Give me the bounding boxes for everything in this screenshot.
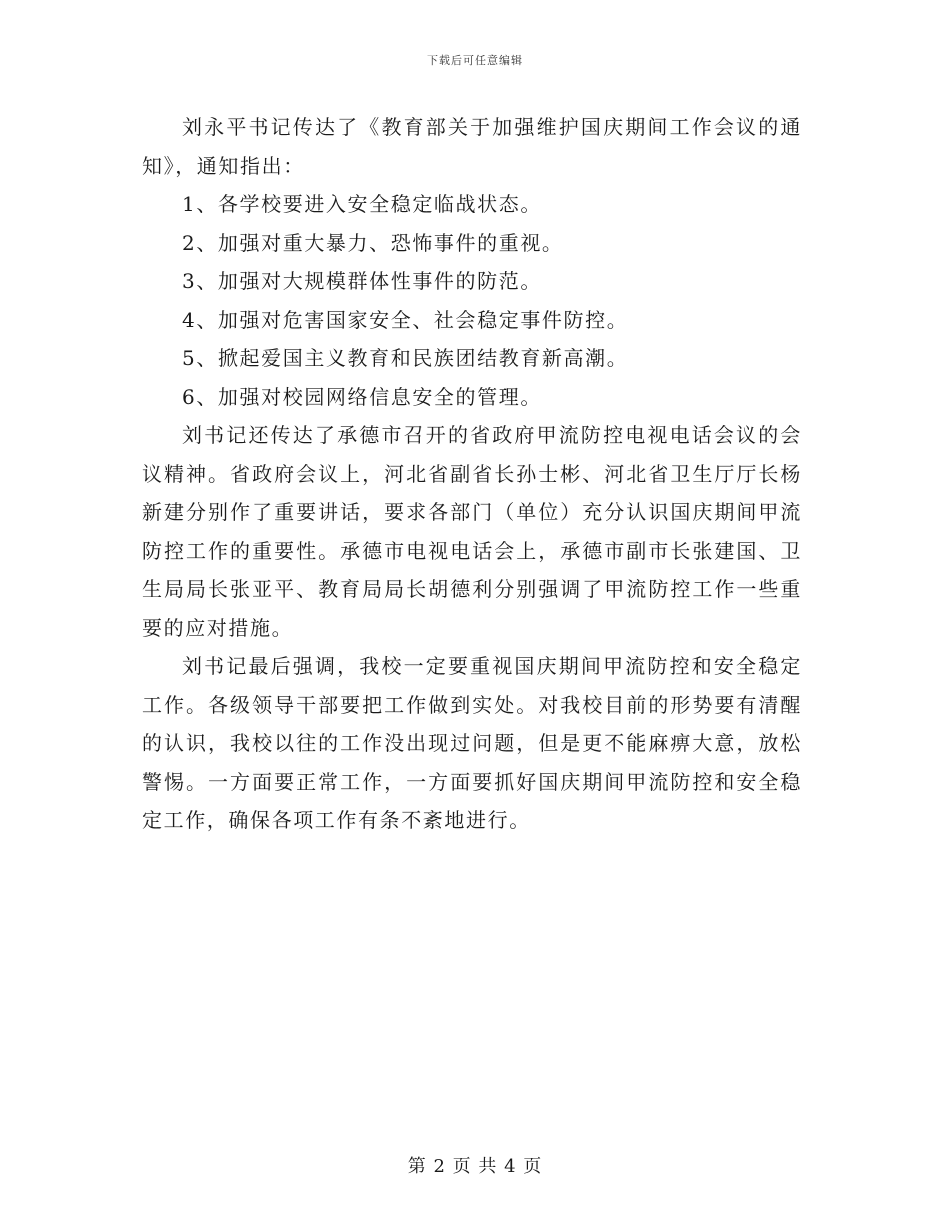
list-item: 1、各学校要进入安全稳定临战状态。	[182, 192, 542, 216]
list-item: 6、加强对校园网络信息安全的管理。	[182, 384, 542, 409]
list-item: 4、加强对危害国家安全、社会稳定事件防控。	[182, 307, 629, 332]
document-body	[142, 108, 802, 840]
page-number: 第 2 页 共 4 页	[407, 1156, 543, 1177]
header-note: 下载后可任意编辑	[427, 54, 523, 67]
list-item: 3、加强对大规模群体性事件的防范。	[182, 269, 542, 293]
paragraph-meeting-spirit: 刘书记还传达了承德市召开的省政府甲流防控电视电话会议的会议精神。省政府会议上，河北省副省长孙士彬、河北省卫生厅厅长杨新建分别作了重要讲话，要求各部门（单位）充分认识国庆期间甲流防控工作的重要性。承德市电视电话会上，承德市副市长张建国、卫生局局长张亚平、教育局局长胡德利分别强调了甲流防控工作一些重要的应对措施。	[142, 423, 802, 640]
list-item: 5、掀起爱国主义教育和民族团结教育新高潮。	[182, 346, 629, 370]
paragraph-final-emphasis: 刘书记最后强调，我校一定要重视国庆期间甲流防控和安全稳定工作。各级领导干部要把工作做到实处。对我校目前的形势要有清醒的认识，我校以往的工作没出现过问题，但是更不能麻痹大意，放松警惕。一方面要正常工作，一方面要抓好国庆期间甲流防控和安全稳定工作，确保各项工作有条不紊地进行。	[142, 654, 802, 832]
paragraph-notice-intro: 刘永平书记传达了《教育部关于加强维护国庆期间工作会议的通知》，通知指出：	[142, 115, 802, 178]
list-item: 2、加强对重大暴力、恐怖事件的重视。	[182, 230, 564, 255]
